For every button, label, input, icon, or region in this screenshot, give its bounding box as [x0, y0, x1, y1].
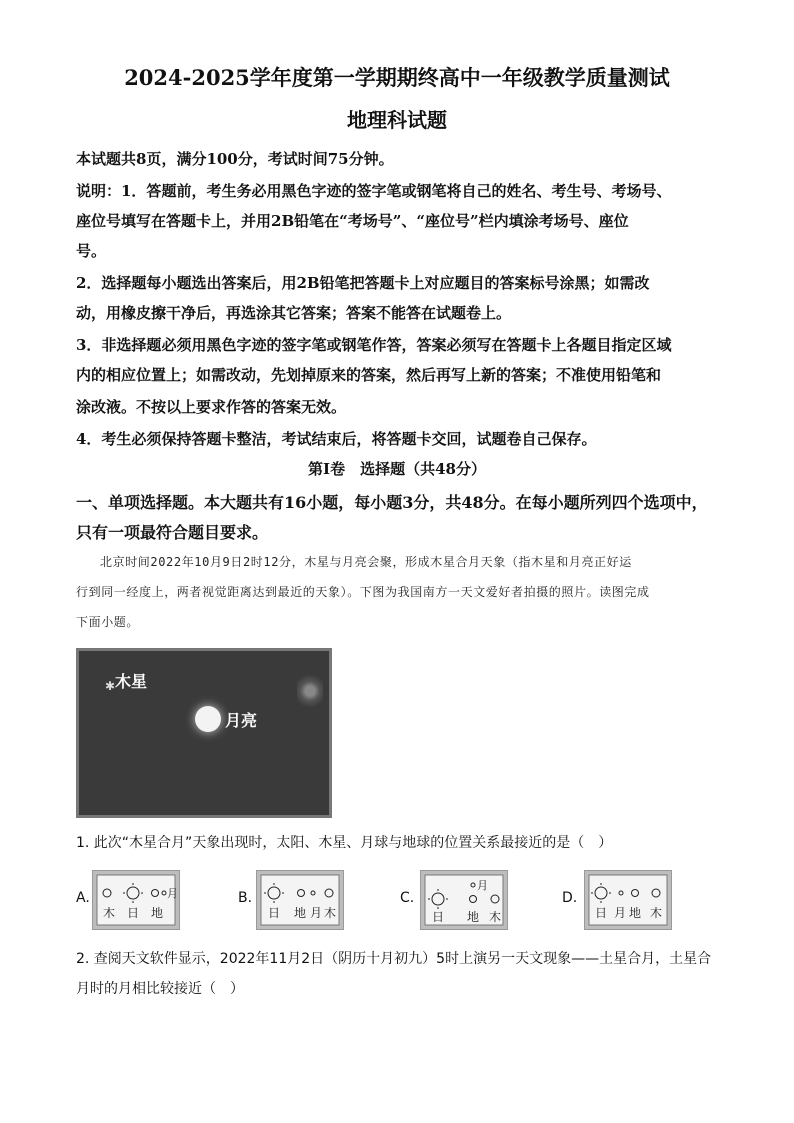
exam-subtitle: 地理科试题: [347, 108, 447, 132]
instruction-line: 2．选择题每小题选出答案后，用2B铅笔把答题卡上对应题目的答案标号涂黑；如需改: [76, 274, 650, 292]
part-instruction: 一、单项选择题。本大题共有16小题，每小题3分，共48分。在每小题所列四个选项中，: [76, 493, 708, 512]
tree-silhouette: [297, 671, 323, 711]
label-earth: 地: [629, 906, 642, 920]
question-1: 1. 此次“木星合月”天象出现时，太阳、木星、月球与地球的位置关系最接近的是（ ）: [76, 835, 613, 851]
part-instruction: 只有一项最符合题目要求。: [76, 523, 269, 542]
option-a-diagram[interactable]: [92, 870, 180, 930]
instruction-line: 座位号填写在答题卡上，并用2B铅笔在“考场号”、“座位号”栏内填涂考场号、座位: [76, 212, 629, 230]
instruction-line: 内的相应位置上；如需改动，先划掉原来的答案，然后再写上新的答案；不准使用铅笔和: [76, 366, 662, 384]
moon-disc: [195, 706, 221, 732]
jupiter-star-icon: ✱: [105, 679, 116, 693]
question-2-cont: 月时的月相比较接近（ ）: [76, 981, 244, 997]
passage-line: 北京时间2022年10月9日2时12分，木星与月亮会聚，形成木星合月天象（指木星和月亮正好运: [100, 555, 632, 569]
label-sun: 日: [595, 906, 608, 920]
option-b-letter: B.: [238, 890, 253, 906]
label-jupiter: 木: [489, 910, 502, 924]
label-moon: 月: [477, 879, 488, 892]
option-d-diagram[interactable]: [584, 870, 672, 930]
label-sun: 日: [432, 910, 445, 924]
question-2: 2. 查阅天文软件显示，2022年11月2日（阴历十月初九）5时上演另一天文现象——土星合月，土星合: [76, 951, 712, 967]
option-c-svg: [421, 871, 507, 929]
label-moon: 月: [614, 906, 627, 920]
option-a-svg: [93, 871, 179, 929]
label-jupiter: 木: [650, 906, 663, 920]
option-a-letter: A.: [76, 890, 90, 906]
option-b-diagram[interactable]: [256, 870, 344, 930]
section-heading: 第Ⅰ卷 选择题（共48分）: [308, 460, 486, 478]
option-d-svg: [585, 871, 671, 929]
instruction-line: 号。: [76, 242, 107, 260]
label-moon: 月: [167, 887, 178, 900]
instruction-line: 动，用橡皮擦干净后，再选涂其它答案；答案不能答在试题卷上。: [76, 304, 512, 322]
option-d-letter: D.: [562, 890, 578, 906]
option-c-letter: C.: [400, 890, 415, 906]
option-c-diagram[interactable]: [420, 870, 508, 930]
exam-title: 2024-2025学年度第一学期期终高中一年级教学质量测试: [124, 65, 670, 90]
label-moon: 月: [310, 906, 323, 920]
instruction-line: 3．非选择题必须用黑色字迹的签字笔或钢笔作答，答案必须写在答题卡上各题目指定区域: [76, 336, 672, 354]
label-earth: 地: [294, 906, 307, 920]
option-b-svg: [257, 871, 343, 929]
label-earth: 地: [151, 906, 164, 920]
instruction-line: 说明：1．答题前，考生务必用黑色字迹的签字笔或钢笔将自己的姓名、考生号、考场号、: [76, 182, 672, 200]
label-sun: 日: [268, 906, 281, 920]
instruction-line: 本试题共8页，满分100分，考试时间75分钟。: [76, 150, 394, 168]
moon-label: 月亮: [225, 711, 258, 730]
jupiter-moon-photo: [76, 648, 332, 818]
label-earth: 地: [467, 910, 480, 924]
label-jupiter: 木: [324, 906, 337, 920]
instruction-line: 4．考生必须保持答题卡整洁，考试结束后，将答题卡交回，试题卷自己保存。: [76, 430, 597, 448]
passage-line: 下面小题。: [76, 615, 140, 629]
label-jupiter: 木: [103, 906, 116, 920]
passage-line: 行到同一经度上，两者视觉距离达到最近的天象）。下图为我国南方一天文爱好者拍摄的照片。读图完成: [76, 585, 650, 599]
label-sun: 日: [127, 906, 140, 920]
instruction-line: 涂改液。不按以上要求作答的答案无效。: [76, 398, 347, 416]
jupiter-label: 木星: [115, 672, 148, 691]
